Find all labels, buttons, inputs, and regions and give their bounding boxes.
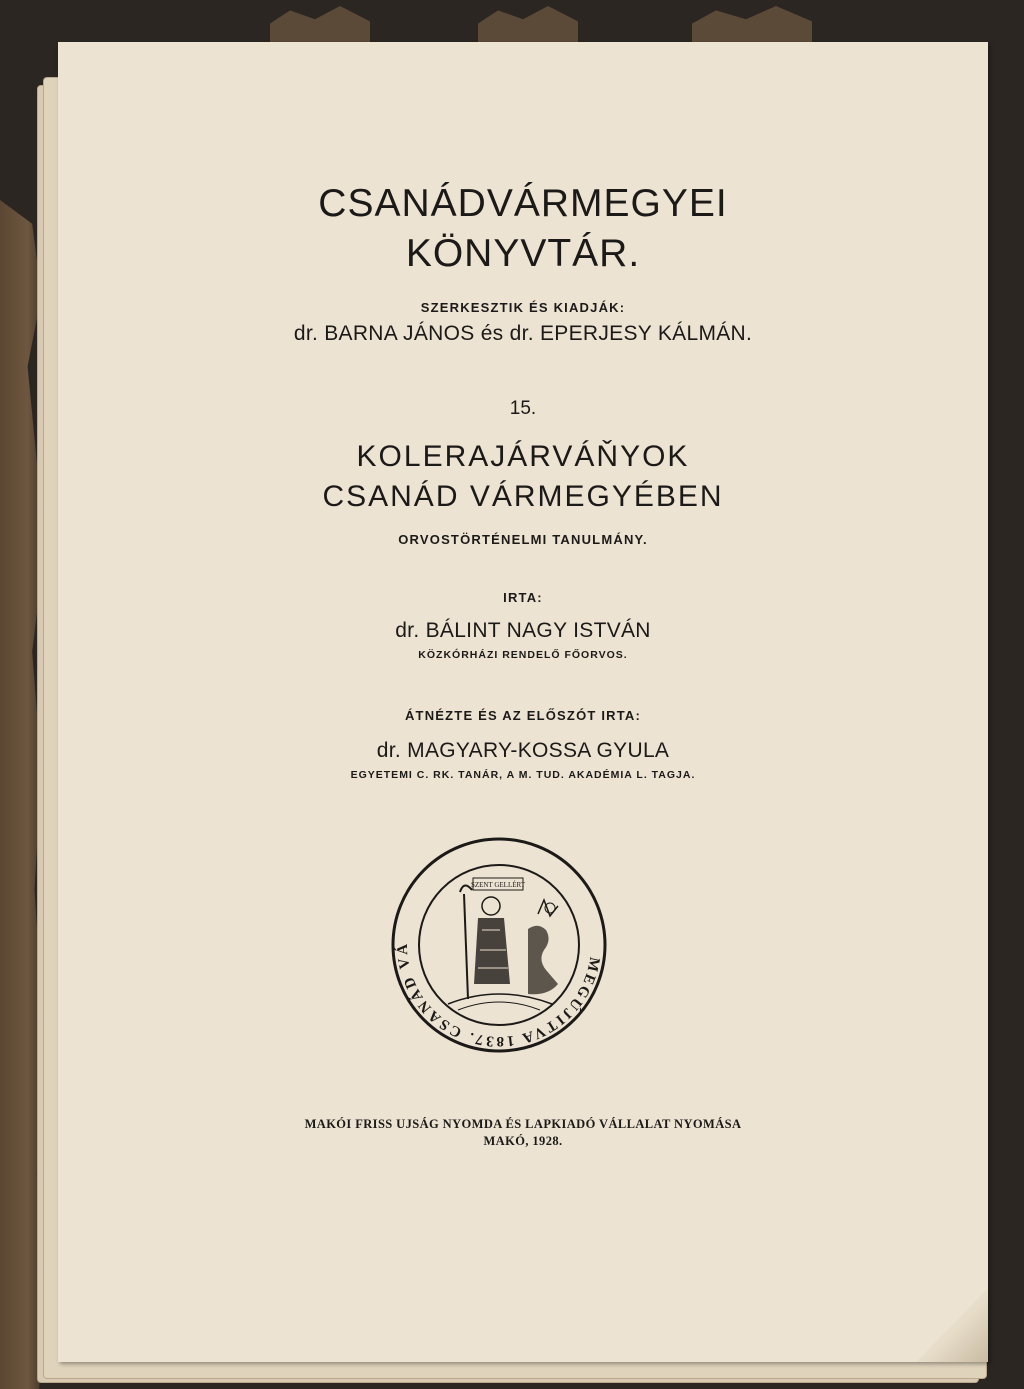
series-title-line-2: KÖNYVTÁR. [405, 232, 641, 275]
place-and-year: MAKÓ, 1928. [483, 1134, 563, 1148]
work-title-line-2: CSANÁD VÁRMEGYÉBEN [322, 480, 724, 513]
series-title-line-1: CSANÁDVÁRMEGYEI [318, 182, 728, 225]
editors-label: SZERKESZTIK ÉS KIADJÁK: [420, 300, 626, 315]
work-title-line-1: KOLERAJÁRVÁŇYOK [356, 440, 690, 473]
printer-imprint: MAKÓI FRISS UJSÁG NYOMDA ÉS LAPKIADÓ VÁLLALAT NYOMÁSA [304, 1117, 742, 1131]
reviewer-label: ÁTNÉZTE ÉS AZ ELŐSZÓT IRTA: [404, 708, 642, 723]
author-name: dr. BÁLINT NAGY ISTVÁN [395, 619, 651, 642]
seal-ring-text: MEGÚJITVA 1837. CSANÁD VÁ [394, 941, 603, 1050]
volume-number: 15. [509, 398, 537, 419]
reviewer-name: dr. MAGYARY-KOSSA GYULA [376, 739, 670, 762]
work-subtitle: ORVOSTÖRTÉNELMI TANULMÁNY. [398, 532, 648, 547]
seal-inner-label: SZENT GELLÉRT [470, 881, 526, 889]
editors-names: dr. BARNA JÁNOS és dr. EPERJESY KÁLMÁN. [293, 322, 753, 345]
title-page [58, 42, 988, 1362]
county-seal-icon [388, 834, 610, 1056]
dog-eared-corner [916, 1288, 988, 1362]
author-label: IRTA: [503, 590, 543, 605]
reviewer-position: EGYETEMI C. RK. TANÁR, A M. TUD. AKADÉMIA L. TAGJA. [350, 769, 696, 781]
author-position: KÖZKÓRHÁZI RENDELŐ FŐORVOS. [418, 649, 628, 661]
